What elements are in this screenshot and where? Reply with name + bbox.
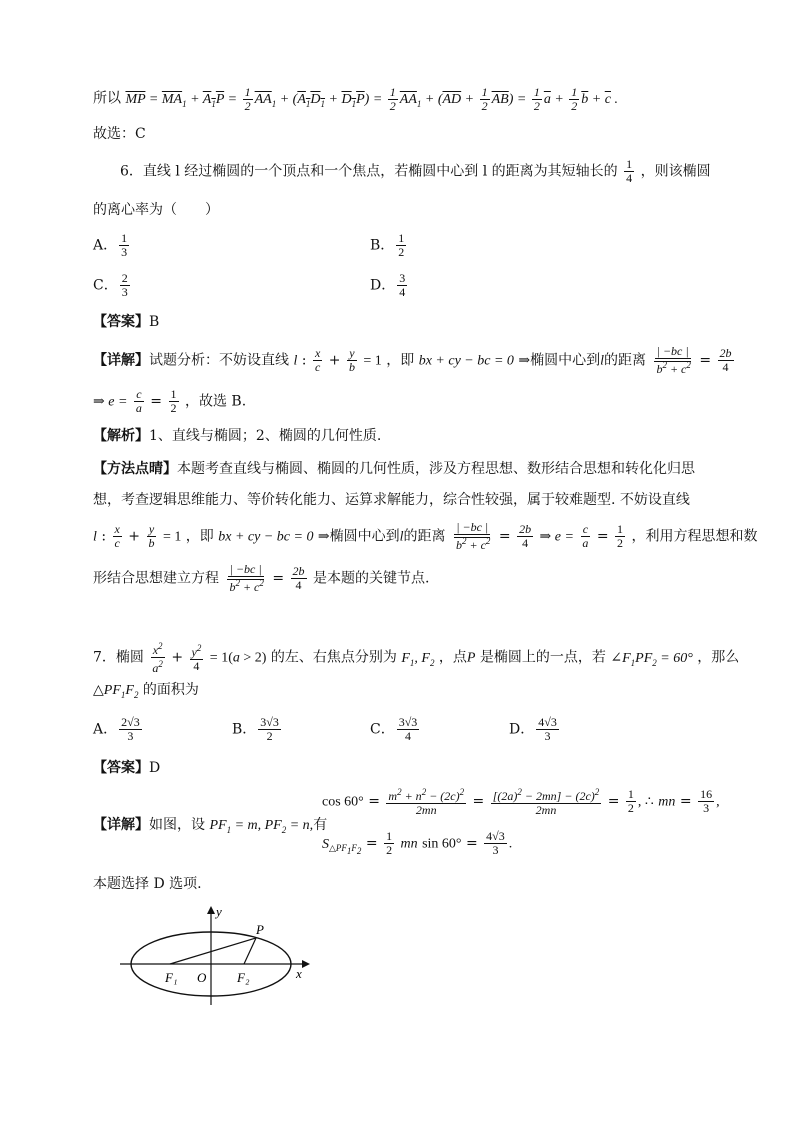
q6-analysis: 【解析】1、直线与椭圆；2、椭圆的几何性质. xyxy=(93,428,382,444)
q7-answer: 【答案】D xyxy=(93,760,161,776)
answer-choice-line: 故选：C xyxy=(93,126,146,142)
vector-formula-line xyxy=(93,86,618,114)
label-f1: F₁ xyxy=(165,970,178,985)
q6-stem-text: 6．直线 l 经过椭圆的一个顶点和一个焦点，若椭圆中心到 l 的距离为其短轴长的 xyxy=(120,163,618,180)
q7-area-formula: $S_{\triangle PF_1F_2}$ = $\frac{1}{2}$ mn sin 60° = $\frac{4√3}{3}$ . xyxy=(322,829,513,857)
q7-option-b: B． $\frac{3√3}{2}$ xyxy=(232,715,279,743)
x-axis-arrow xyxy=(302,960,310,968)
label-y: y xyxy=(216,904,222,919)
q6-stem-line1 xyxy=(120,158,711,185)
q6-method-line3: l : $\frac{x}{c}$ + $\frac{y}{b}$ = 1 ，即 bx + cy − bc = 0 ⇒椭圆中心到l的距离 $\frac{| -bc |}{b^2 + c^2}$ = $\frac{2b}{4}$ ⇒ e = $\frac{c}{a}$ = $\frac{1}{2}$ ，利用方程思想和数 xyxy=(93,520,758,552)
q7-stem-line1: 7．椭圆 $\frac{x^2}{a^2}$ + $\frac{y^2}{4}$ = 1(a > 2) 的左、右焦点分别为 $F_1$, $F_2$ ，点P 是椭圆上的一点，若 $\angle F_1PF_2 = 60^\circ$ ，那么 xyxy=(93,641,740,675)
label-o: O xyxy=(197,970,207,985)
label-x: x xyxy=(296,966,302,981)
q7-option-c: C． $\frac{3√3}{4}$ xyxy=(370,715,418,743)
q6-option-c: C． $\frac{2}{3}$ xyxy=(93,271,128,299)
ellipse-figure xyxy=(110,900,320,1010)
vector-formula: $\overline{MP} = \overline{MA}_1 + A_1P$ = $\frac{1}{2}$ $\overline{AA}_1 + (A_1D_1 + D_1P)$ = $\frac{1}{2}$ $\overline{AA}_1 + (\overline{AD}$ + $\frac{1}{2}$ $\overline{AB}$) = $\frac{1}{2}$ $\overline{a}$ + $\frac{1}{2}$ $\overline{b} + \overline{c}$ . xyxy=(125,85,618,113)
label-p: P xyxy=(256,922,264,937)
q6-detail-line2: ⇒ e = $\frac{c}{a}$ = $\frac{1}{2}$ ，故选 B. xyxy=(93,387,247,415)
segment-pf2 xyxy=(244,938,256,964)
q6-option-d: D． $\frac{3}{4}$ xyxy=(370,271,406,299)
q7-option-d: D． $\frac{4√3}{3}$ xyxy=(509,715,557,743)
q6-option-b: B． $\frac{1}{2}$ xyxy=(370,231,405,259)
q6-stem-line2: 的离心率为（ ） xyxy=(93,202,219,218)
segment-pf1 xyxy=(170,938,256,964)
q6-method-line4: 形结合思想建立方程 $\frac{| -bc |}{b^2 + c^2}$ = $\frac{2b}{4}$ 是本题的关键节点. xyxy=(93,562,430,594)
q6-method-line1: 【方法点晴】本题考查直线与椭圆、椭圆的几何性质，涉及方程思想、数形结合思想和转化化归思 xyxy=(93,461,695,477)
q7-detail-lead: 【详解】如图，设 $PF_1 = m$, $PF_2 = n$,有 xyxy=(93,817,328,835)
q7-stem-line2: $\triangle PF_1F_2$ 的面积为 xyxy=(93,682,199,700)
q6-method-line2: 想，考查逻辑思维能力、等价转化能力、运算求解能力，综合性较强，属于较难题型. 不妨设直线 xyxy=(93,492,690,508)
q7-option-a: A． $\frac{2√3}{3}$ xyxy=(93,715,140,743)
q6-stem-fraction: $\frac{1}{4}$ xyxy=(626,157,633,185)
q6-stem-text-2: ，则该椭圆 xyxy=(640,163,711,180)
q7-cosine-formula: cos 60° = $\frac{m^2 + n^2 - (2c)^2}{2mn}$ = $\frac{[(2a)^2 - 2mn] - (2c)^2}{2mn}$ = $\frac{1}{2}$ , ∴ mn = $\frac{16}{3}$ , xyxy=(322,787,720,817)
formula-prefix: 所以 xyxy=(93,90,121,107)
q7-conclusion: 本题选择 D 选项. xyxy=(93,876,202,892)
q6-answer: 【答案】B xyxy=(93,314,160,330)
y-axis-arrow xyxy=(207,906,215,914)
q6-detail-line1: 【详解】试题分析：不妨设直线 l : $\frac{x}{c}$ + $\frac{y}{b}$ = 1 ，即 bx + cy − bc = 0 ⇒椭圆中心到l的距离 $\frac{| -bc |}{b^2 + c^2}$ = $\frac{2b}{4}$ xyxy=(93,344,732,376)
q6-option-a: A． $\frac{1}{3}$ xyxy=(93,231,128,259)
label-f2: F₂ xyxy=(237,970,250,985)
